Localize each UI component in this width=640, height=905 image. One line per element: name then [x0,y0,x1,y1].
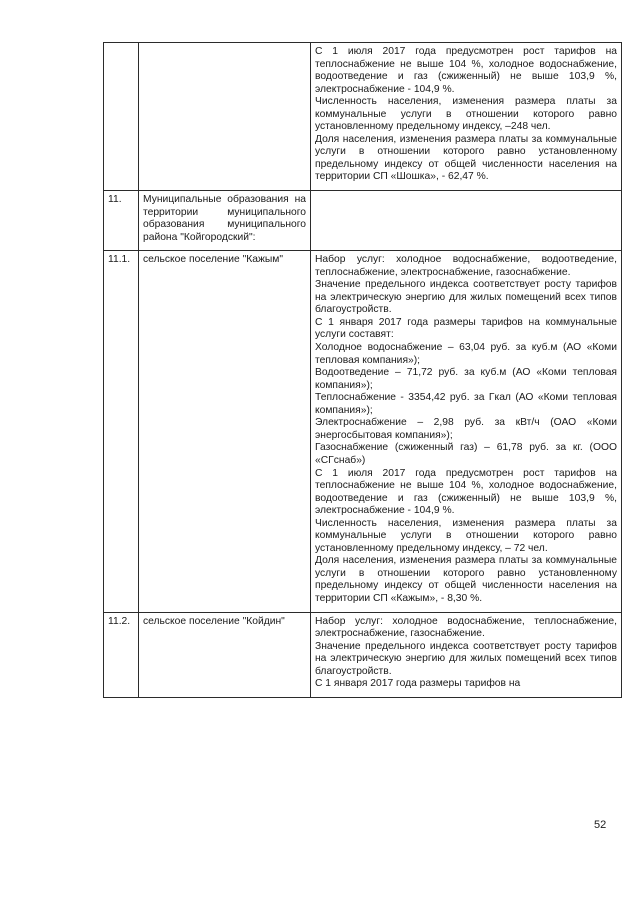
paragraph: С 1 июля 2017 года предусмотрен рост тарифов на теплоснабжение не выше 104 %, холодное водоснабжение, водоотведение и газ (сжиженный) не выше 103,9 %, электроснабжение - 104,9 %. [315,46,617,95]
paragraph: С 1 января 2017 года размеры тарифов на [315,678,521,690]
page-number: 52 [594,819,607,831]
paragraph: Значение предельного индекса соответствует росту тарифов на электрическую энергию для жилых помещений всех типов благоустройств. [315,640,617,677]
paragraph: Холодное водоснабжение – 63,04 руб. за куб.м (АО «Коми тепловая компания»); [315,342,617,366]
row-name: сельское поселение "Кажым" [139,251,311,612]
row-name [139,43,311,191]
row-number: 11.2. [104,612,139,697]
paragraph: Теплоснабжение - 3354,42 руб. за Гкал (АО «Коми тепловая компания»); [315,392,617,416]
tariff-table [103,42,622,698]
table-row [104,191,622,251]
row-number: 11.1. [104,251,139,612]
table-row [104,612,622,697]
row-description [311,612,622,697]
paragraph: Доля населения, изменения размера платы за коммунальные услуги в отношении которого равно установленному предельному индексу от общей численности населения на территории СП «Кажым», - 8,30 %. [315,555,617,604]
row-name: сельское поселение "Койдин" [139,612,311,697]
paragraph: Численность населения, изменения размера платы за коммунальные услуги в отношении которого равно установленному предельному индексу, – 72 чел. [315,517,617,554]
paragraph: Набор услуг: холодное водоснабжение, теплоснабжение, электроснабжение, газоснабжение. [315,615,617,640]
table-row [104,43,622,191]
row-description [311,191,622,251]
paragraph: Водоотведение – 71,72 руб. за куб.м (АО «Коми тепловая компания»); [315,367,617,391]
row-number: 11. [104,191,139,251]
row-description [311,43,622,191]
paragraph: Газоснабжение (сжиженный газ) – 61,78 руб. за кг. (ООО «СГснаб») [315,442,617,466]
paragraph: Численность населения, изменения размера платы за коммунальные услуги в отношении которого равно установленному предельному индексу, –248 чел. [315,96,617,133]
paragraph: Набор услуг: холодное водоснабжение, водоотведение, теплоснабжение, электроснабжение, газоснабжение. [315,254,617,278]
table-row [104,251,622,612]
row-name: Муниципальные образования на территории муниципального образования муниципального района "Койгородский": [139,191,311,251]
paragraph: С 1 июля 2017 года предусмотрен рост тарифов на теплоснабжение не выше 104 %, холодное водоснабжение, водоотведение и газ (сжиженный) не выше 103,9 %, электроснабжение - 104,9 %. [315,467,617,517]
paragraph: Доля населения, изменения размера платы за коммунальные услуги в отношении которого равно установленному предельному индексу от общей численности населения на территории СП «Шошка», - 62,47 %. [315,133,617,183]
row-number [104,43,139,191]
paragraph: С 1 января 2017 года размеры тарифов на коммунальные услуги составят: [315,316,617,341]
paragraph: Электроснабжение – 2,98 руб. за кВт/ч (ОАО «Коми энергосбытовая компания»); [315,417,617,441]
row-description [311,251,622,612]
paragraph: Значение предельного индекса соответствует росту тарифов на электрическую энергию для жилых помещений всех типов благоустройств. [315,279,617,316]
